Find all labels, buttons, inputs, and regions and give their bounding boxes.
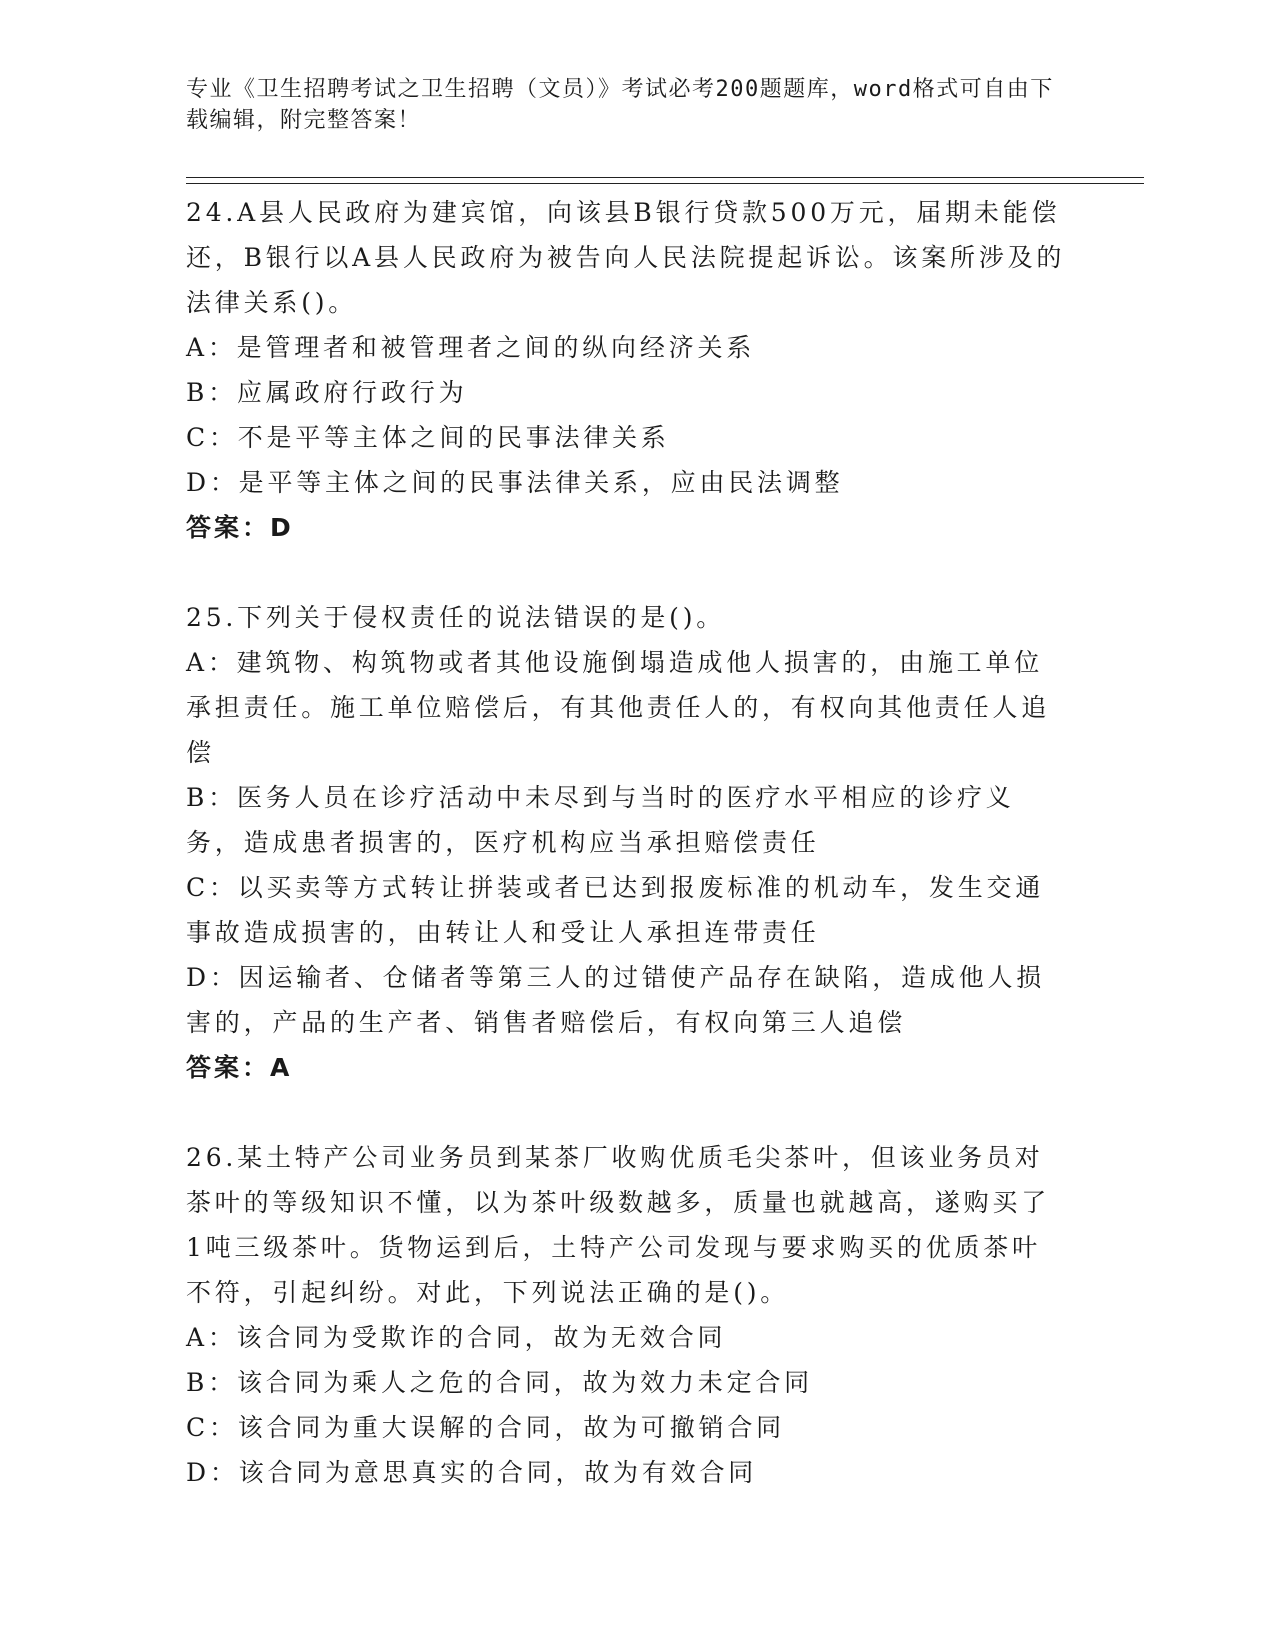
option-a: A：该合同为受欺诈的合同，故为无效合同: [186, 1323, 727, 1352]
option-d: D：是平等主体之间的民事法律关系，应由民法调整: [186, 468, 844, 497]
option-b: B：医务人员在诊疗活动中未尽到与当时的医疗水平相应的诊疗义务，造成患者损害的，医疗机构应当承担赔偿责任: [186, 783, 1015, 857]
option-c: C：不是平等主体之间的民事法律关系: [186, 423, 670, 452]
option-d: D：因运输者、仓储者等第三人的过错使产品存在缺陷，造成他人损害的，产品的生产者、销售者赔偿后，有权向第三人追偿: [186, 963, 1046, 1037]
document-header: 专业《卫生招聘考试之卫生招聘（文员）》考试必考200题题库，word格式可自由下载编辑，附完整答案！: [186, 77, 1054, 133]
option-a: A：是管理者和被管理者之间的纵向经济关系: [186, 333, 756, 362]
option-d: D：该合同为意思真实的合同，故为有效合同: [186, 1458, 758, 1487]
option-c: C：该合同为重大误解的合同，故为可撤销合同: [186, 1413, 785, 1442]
option-b: B：应属政府行政行为: [186, 378, 468, 407]
option-a: A：建筑物、构筑物或者其他设施倒塌造成他人损害的，由施工单位承担责任。施工单位赔偿后，有其他责任人的，有权向其他责任人追偿: [186, 648, 1051, 767]
question-stem: 25.下列关于侵权责任的说法错误的是()。: [186, 603, 726, 632]
question-list: [186, 190, 1066, 1495]
question-24: [186, 190, 1066, 550]
question-stem: 24.A县人民政府为建宾馆，向该县B银行贷款500万元，届期未能偿还，B银行以A县人民政府为被告向人民法院提起诉讼。该案所涉及的法律关系()。: [186, 198, 1066, 317]
header-divider-secondary: [186, 183, 1144, 184]
answer-label: 答案：D: [186, 513, 294, 542]
question-25: [186, 595, 1066, 1090]
option-c: C：以买卖等方式转让拼装或者已达到报废标准的机动车，发生交通事故造成损害的，由转让人和受让人承担连带责任: [186, 873, 1045, 947]
answer-label: 答案：A: [186, 1053, 293, 1082]
question-26: [186, 1135, 1066, 1495]
question-spacer: [186, 1090, 1066, 1135]
header-divider: [186, 177, 1144, 178]
option-b: B：该合同为乘人之危的合同，故为效力未定合同: [186, 1368, 813, 1397]
question-stem: 26.某土特产公司业务员到某茶厂收购优质毛尖茶叶，但该业务员对茶叶的等级知识不懂，以为茶叶级数越多，质量也就越高，遂购买了1吨三级茶叶。货物运到后，土特产公司发现与要求购买的优质茶叶不符，引起纠纷。对此，下列说法正确的是()。: [186, 1143, 1051, 1307]
question-spacer: [186, 550, 1066, 595]
